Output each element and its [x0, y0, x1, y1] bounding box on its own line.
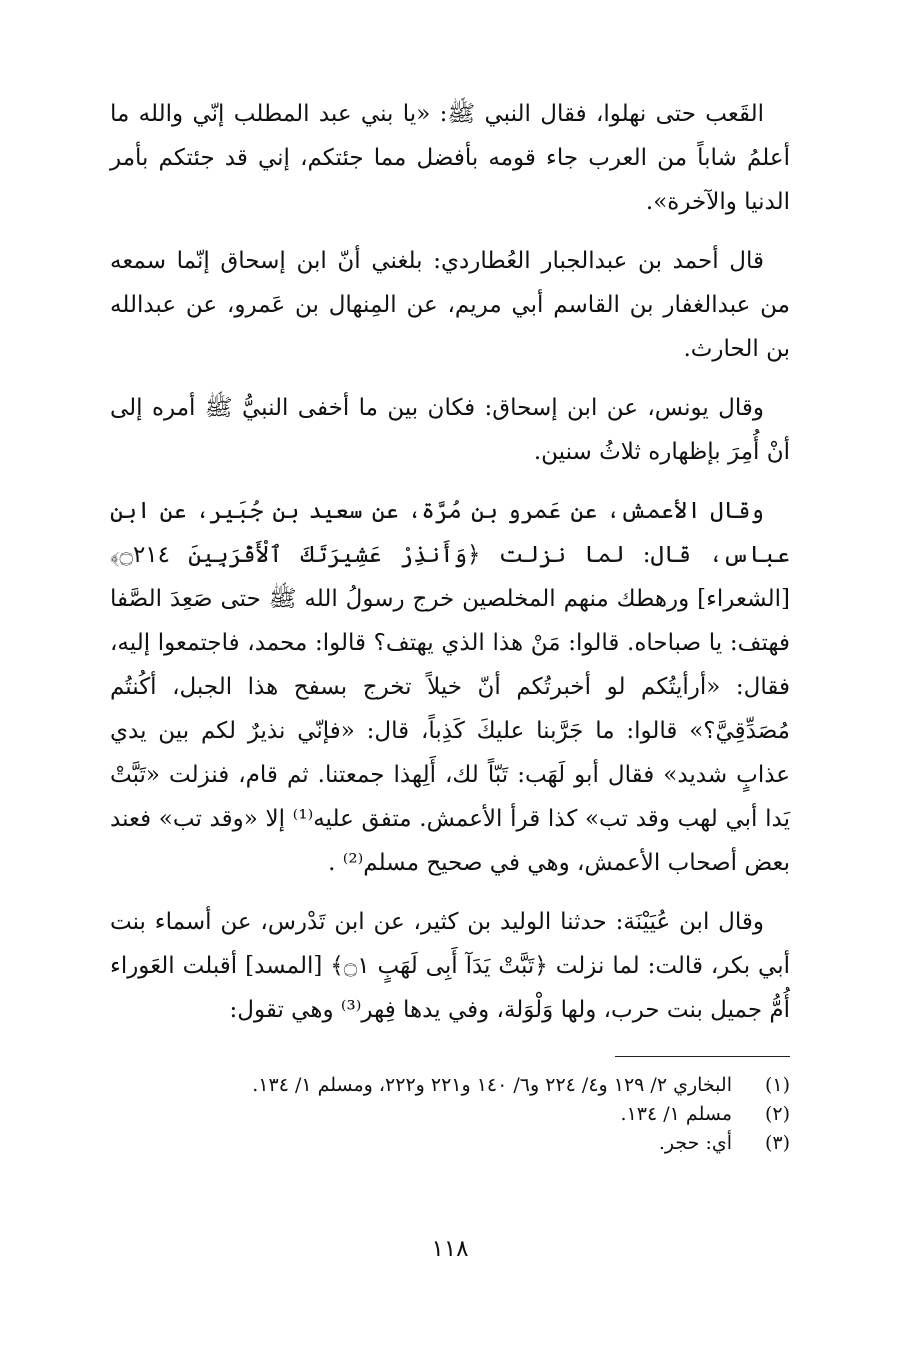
paragraph-5: وقال ابن عُيَيْنَة: حدثنا الوليد بن كثير، عن ابن تَدْرس، عن أسماء بنت أبي بكر، قالت: لما نزلت ﴿تَبَّتْ يَدَآ أَبِى لَهَبٍ ۝١﴾ [المسد] أقبلت العَوراء أُمُّ جميل بنت حرب، ولها وَلْوَلة، وفي يدها فِهر⁽³⁾ وهي تقول:: [110, 909, 790, 1023]
margin-mark: [867, 24, 868, 25]
footnote-item: [110, 1071, 790, 1100]
paragraph-3: وقال يونس، عن ابن إسحاق: فكان بين ما أخفى النبيُّ ﷺ أمره إلى أنْ أُمِرَ بإظهاره ثلاثُ سنين.: [110, 395, 790, 465]
footnote-item: [110, 1129, 790, 1158]
paragraph-2: قال أحمد بن عبدالجبار العُطاردي: بلغني أنّ ابن إسحاق إنّما سمعه من عبدالغفار بن القاسم أبي مريم، عن المِنهال بن عَمرو، عن عبدالله بن الحارث.: [110, 248, 790, 362]
footnote-text: البخاري ٢/ ١٢٩ و٤/ ٢٢٤ و٦/ ١٤٠ و٢٢١ و٢٢٢، ومسلم ١/ ١٣٤.: [252, 1074, 732, 1096]
footnote-text: أي: حجر.: [658, 1132, 732, 1154]
footnote-number: (٣): [764, 1132, 790, 1154]
page-number: ١١٨: [431, 1236, 469, 1262]
paragraph-1: القَعب حتى نهلوا، فقال النبي ﷺ: «يا بني عبد المطلب إنّي والله ما أعلمُ شاباً من العرب جاء قومه بأفضل مما جئتكم، إني قد جئتكم بأمر الدنيا والآخرة».: [110, 101, 790, 215]
paragraph-4: وقال الأعمش، عن عَمرو بن مُرَّة، عن سعيد بن جُبَير، عن ابن عباس، قال: لما نزلت ﴿وَأَنذِرْ عَشِيرَتَكَ ٱلْأَقْرَبِينَ ۝٢١٤﴾ [الشعراء] ورهطك منهم المخلصين خرج رسولُ الله ﷺ حتى صَعِدَ الصَّفا فهتف: يا صباحاه. قالوا: مَنْ هذا الذي يهتف؟ قالوا: محمد، فاجتمعوا إليه، فقال: «أرأيتُكم لو أخبرتُكم أنّ خيلاً تخرج بسفح هذا الجبل، أكُنتُم مُصَدِّقِيَّ؟» قالوا: ما جَرَّبنا عليكَ كَذِباً، قال: «فإنّي نذيرٌ لكم بين يدي عذابٍ شديد» فقال أبو لَهَب: تَبّاً لك، أَلِهذا جمعتنا. ثم قام، فنزلت «تَبَّتْ يَدا أبي لهب وقد تب» كذا قرأ الأعمش. متفق عليه⁽¹⁾ إلا «وقد تب» فعند بعض أصحاب الأعمش، وهي في صحيح مسلم⁽²⁾ .: [110, 498, 790, 876]
page-body: [110, 92, 790, 1363]
footnote-number: (٢): [764, 1103, 790, 1125]
footnotes-list: [110, 1071, 790, 1158]
footnote-item: [110, 1100, 790, 1129]
footnote-text: مسلم ١/ ١٣٤.: [620, 1103, 732, 1125]
footnote-number: (١): [764, 1074, 790, 1096]
footnote-separator: [615, 1056, 790, 1057]
